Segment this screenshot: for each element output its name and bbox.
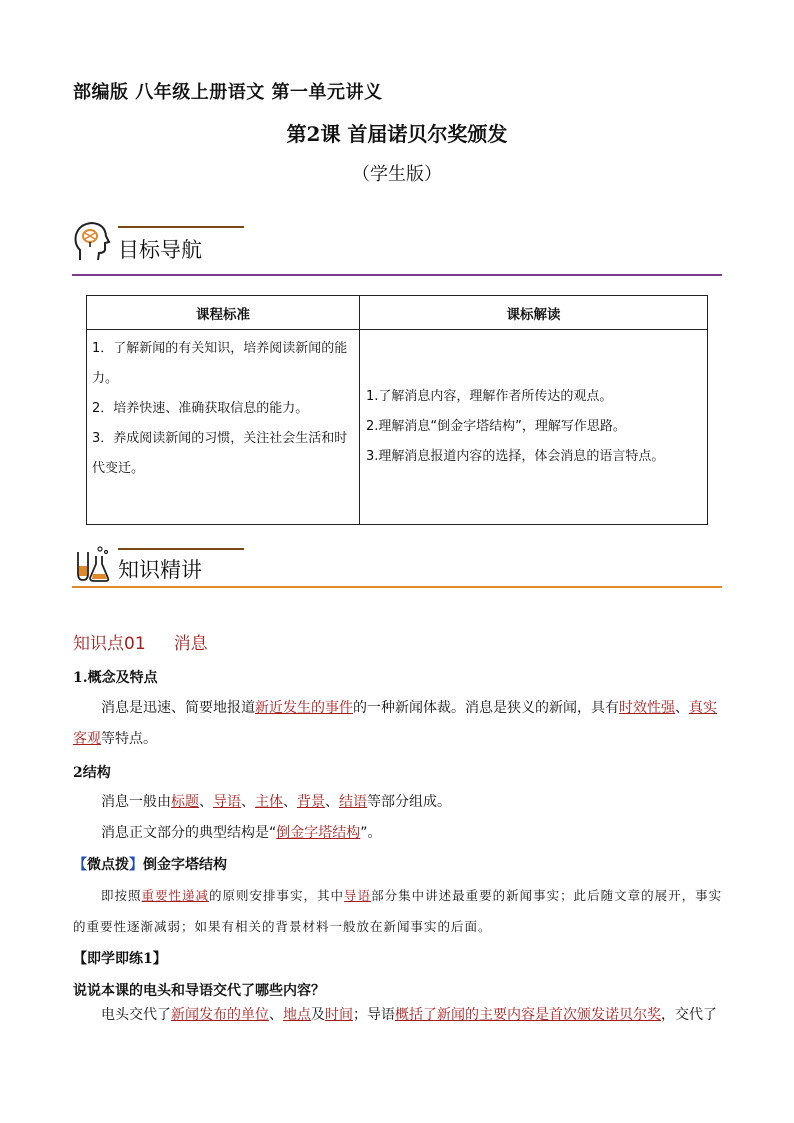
brain-head-icon <box>72 220 112 264</box>
underlined-key-term: 倒金字塔结构 <box>276 825 361 841</box>
underlined-key-term: 地点 <box>283 1007 311 1023</box>
text-run: ”。 <box>360 825 382 841</box>
table-header-cell: 课程标准 <box>87 296 360 330</box>
tip-bracket: 【 <box>73 857 87 873</box>
structure-paragraph-2 <box>73 818 723 849</box>
text-run: 的原则安排事实，其中 <box>209 888 345 903</box>
knowledge-point-heading <box>73 629 208 654</box>
tip-paragraph <box>73 880 723 942</box>
section-knowledge-header <box>72 548 722 588</box>
subheading-structure: 2结构 <box>73 765 111 781</box>
text-run: 等特点。 <box>101 731 157 747</box>
text-run: 部分集中讲述最重要的新闻事实；此后随文章的展开，事实的重要性逐渐减弱；如果有相关的背景材料一般放在新闻事实的后面。 <box>73 888 723 934</box>
text-run: 消息一般由 <box>101 794 171 810</box>
underlined-key-term: 重要性递减 <box>141 888 210 903</box>
practice-question: 说说本课的电头和导语交代了哪些内容？ <box>73 983 325 999</box>
practice-label: 【即学即练1】 <box>73 951 167 967</box>
standard-item: 3．养成阅读新闻的习惯，关注社会生活和时代变迁。 <box>92 431 348 476</box>
version-label: （学生版） <box>352 164 442 185</box>
table-header-row <box>87 296 708 330</box>
section-goals-title: 目标导航 <box>118 238 202 262</box>
tip-bracket: 】 <box>129 857 143 873</box>
structure-paragraph <box>73 787 723 818</box>
lesson-title: 第2课 首届诺贝尔奖颁发 <box>286 122 508 146</box>
knowledge-point-label: 知识点01 <box>73 634 146 654</box>
interpretation-item: 2.理解消息“倒金字塔结构”，理解写作思路。 <box>366 419 626 434</box>
underlined-key-term: 真实客观 <box>73 700 717 747</box>
underlined-key-term: 导语 <box>344 888 372 903</box>
text-run: 消息是迅速、简要地报道 <box>101 700 255 716</box>
text-run: 、 <box>283 794 297 810</box>
flask-icon <box>72 544 112 588</box>
text-run: 、 <box>325 794 339 810</box>
text-run: 电头交代了 <box>101 1007 171 1023</box>
section-orange-rule <box>72 586 722 588</box>
concept-paragraph <box>73 693 723 755</box>
knowledge-point-name: 消息 <box>173 634 208 654</box>
series-header: 部编版 八年级上册语文 第一单元讲义 <box>73 82 383 103</box>
standards-cell <box>87 330 360 525</box>
underlined-key-term: 时效性强 <box>619 700 675 716</box>
underlined-key-term: 新近发生的事件 <box>255 700 353 716</box>
table-row <box>87 330 708 525</box>
section-knowledge-title: 知识精讲 <box>118 558 202 582</box>
underlined-key-term: 标题 <box>171 794 199 810</box>
tip-heading <box>73 854 227 874</box>
underlined-key-term: 主体 <box>255 794 283 810</box>
section-purple-rule <box>72 274 722 276</box>
text-run: 、 <box>269 1007 283 1023</box>
underlined-key-term: 背景 <box>297 794 325 810</box>
practice-answer <box>73 1000 723 1031</box>
section-goals-header <box>72 226 722 276</box>
text-run: 消息正文部分的典型结构是“ <box>101 825 277 841</box>
text-run: 、 <box>199 794 213 810</box>
text-run: 及 <box>311 1007 325 1023</box>
subheading-concept: 1.概念及特点 <box>73 670 158 686</box>
text-run: ；导语 <box>353 1007 395 1023</box>
section-top-line <box>118 226 244 228</box>
underlined-key-term: 结语 <box>339 794 367 810</box>
tip-label: 微点拨 <box>87 857 129 873</box>
tip-topic: 倒金字塔结构 <box>143 857 227 873</box>
text-run: ，交代了 <box>661 1007 717 1023</box>
standards-table <box>86 295 708 525</box>
standard-item: 1．了解新闻的有关知识，培养阅读新闻的能力。 <box>92 341 348 386</box>
text-run: 的一种新闻体裁。消息是狭义的新闻，具有 <box>353 700 619 716</box>
text-run: 、 <box>241 794 255 810</box>
underlined-key-term: 导语 <box>213 794 241 810</box>
underlined-key-term: 概括了新闻的主要内容是首次颁发诺贝尔奖 <box>395 1007 661 1023</box>
text-run: 等部分组成。 <box>367 794 451 810</box>
interpretation-item: 3.理解消息报道内容的选择，体会消息的语言特点。 <box>366 449 665 464</box>
standard-item: 2．培养快速、准确获取信息的能力。 <box>92 401 309 416</box>
section-top-line <box>118 548 244 550</box>
interpretation-cell <box>360 330 708 525</box>
underlined-key-term: 时间 <box>325 1007 353 1023</box>
interpretation-item: 1.了解消息内容，理解作者所传达的观点。 <box>366 389 613 404</box>
text-run: 、 <box>675 700 689 716</box>
text-run: 即按照 <box>101 888 142 903</box>
underlined-key-term: 新闻发布的单位 <box>171 1007 269 1023</box>
table-header-cell: 课标解读 <box>360 296 708 330</box>
